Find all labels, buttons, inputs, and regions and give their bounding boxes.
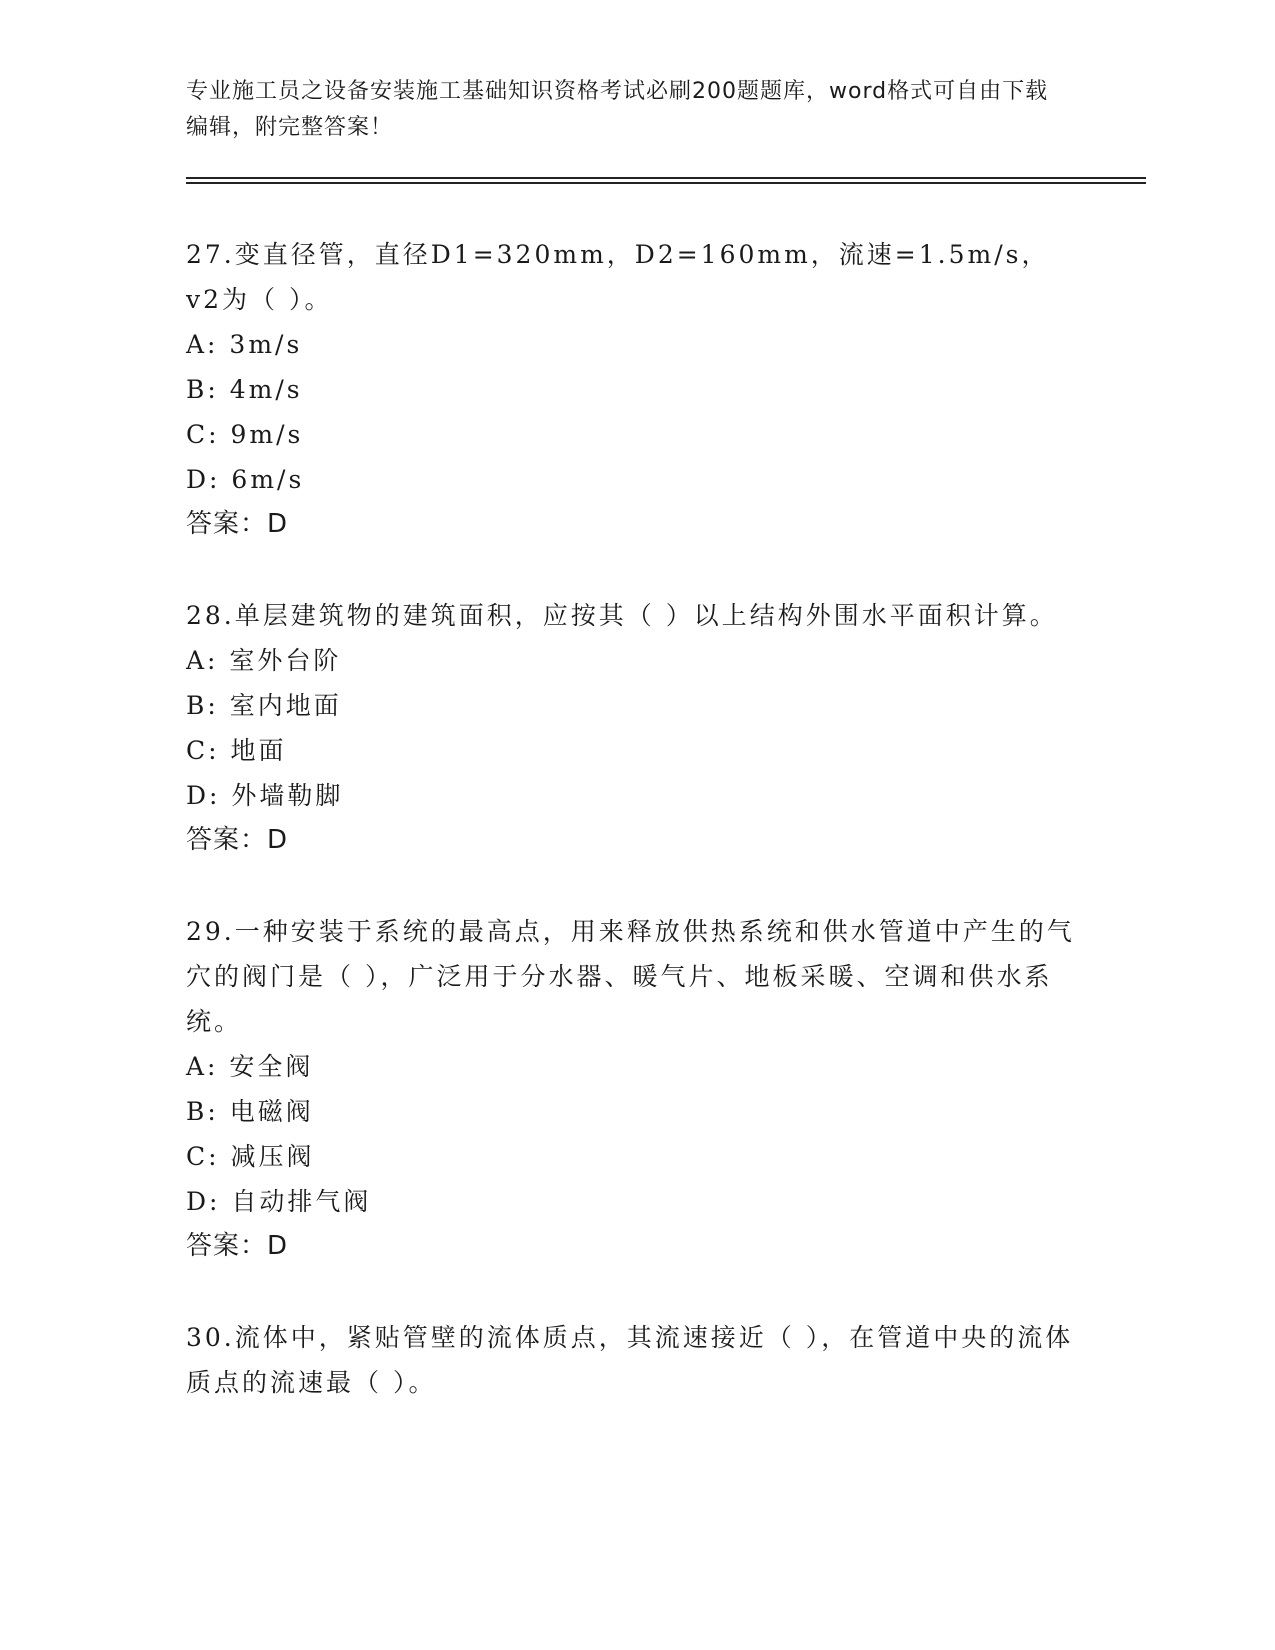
header-divider-top [186,177,1146,179]
question-text: 29.一种安装于系统的最高点，用来释放供热系统和供水管道中产生的气穴的阀门是（ ），广泛用于分水器、暖气片、地板采暖、空调和供水系统。 [186,917,1075,1036]
document-header [186,74,1066,146]
option-a: A: 安全阀 [186,1052,314,1081]
option-d: D: 6m/s [186,465,305,494]
answer-line: 答案：D [186,825,289,855]
question-text: 28.单层建筑物的建筑面积，应按其（ ）以上结构外围水平面积计算。 [186,601,1058,630]
question-29 [186,909,1076,1269]
option-a: A: 室外台阶 [186,646,342,675]
header-title: 专业施工员之设备安装施工基础知识资格考试必刷200题题库，word格式可自由下载编辑，附完整答案！ [186,79,1049,140]
option-a: A: 3m/s [186,330,303,359]
option-c: C: 减压阀 [186,1142,315,1171]
question-text: 30.流体中，紧贴管壁的流体质点，其流速接近（ ），在管道中央的流体质点的流速最（ ）。 [186,1323,1074,1397]
answer-line: 答案：D [186,509,289,539]
option-b: B: 4m/s [186,375,303,404]
question-28 [186,593,1076,863]
question-30 [186,1315,1076,1405]
option-c: C: 9m/s [186,420,304,449]
option-d: D: 外墙勒脚 [186,781,344,810]
option-d: D: 自动排气阀 [186,1187,372,1216]
option-b: B: 室内地面 [186,691,342,720]
answer-line: 答案：D [186,1231,289,1261]
option-b: B: 电磁阀 [186,1097,314,1126]
question-text: 27.变直径管，直径D1=320mm，D2=160mm，流速=1.5m/s，v2为（ ）。 [186,240,1050,314]
question-27 [186,232,1076,547]
question-list [186,232,1076,1451]
header-divider-bottom [186,182,1146,184]
option-c: C: 地面 [186,736,287,765]
